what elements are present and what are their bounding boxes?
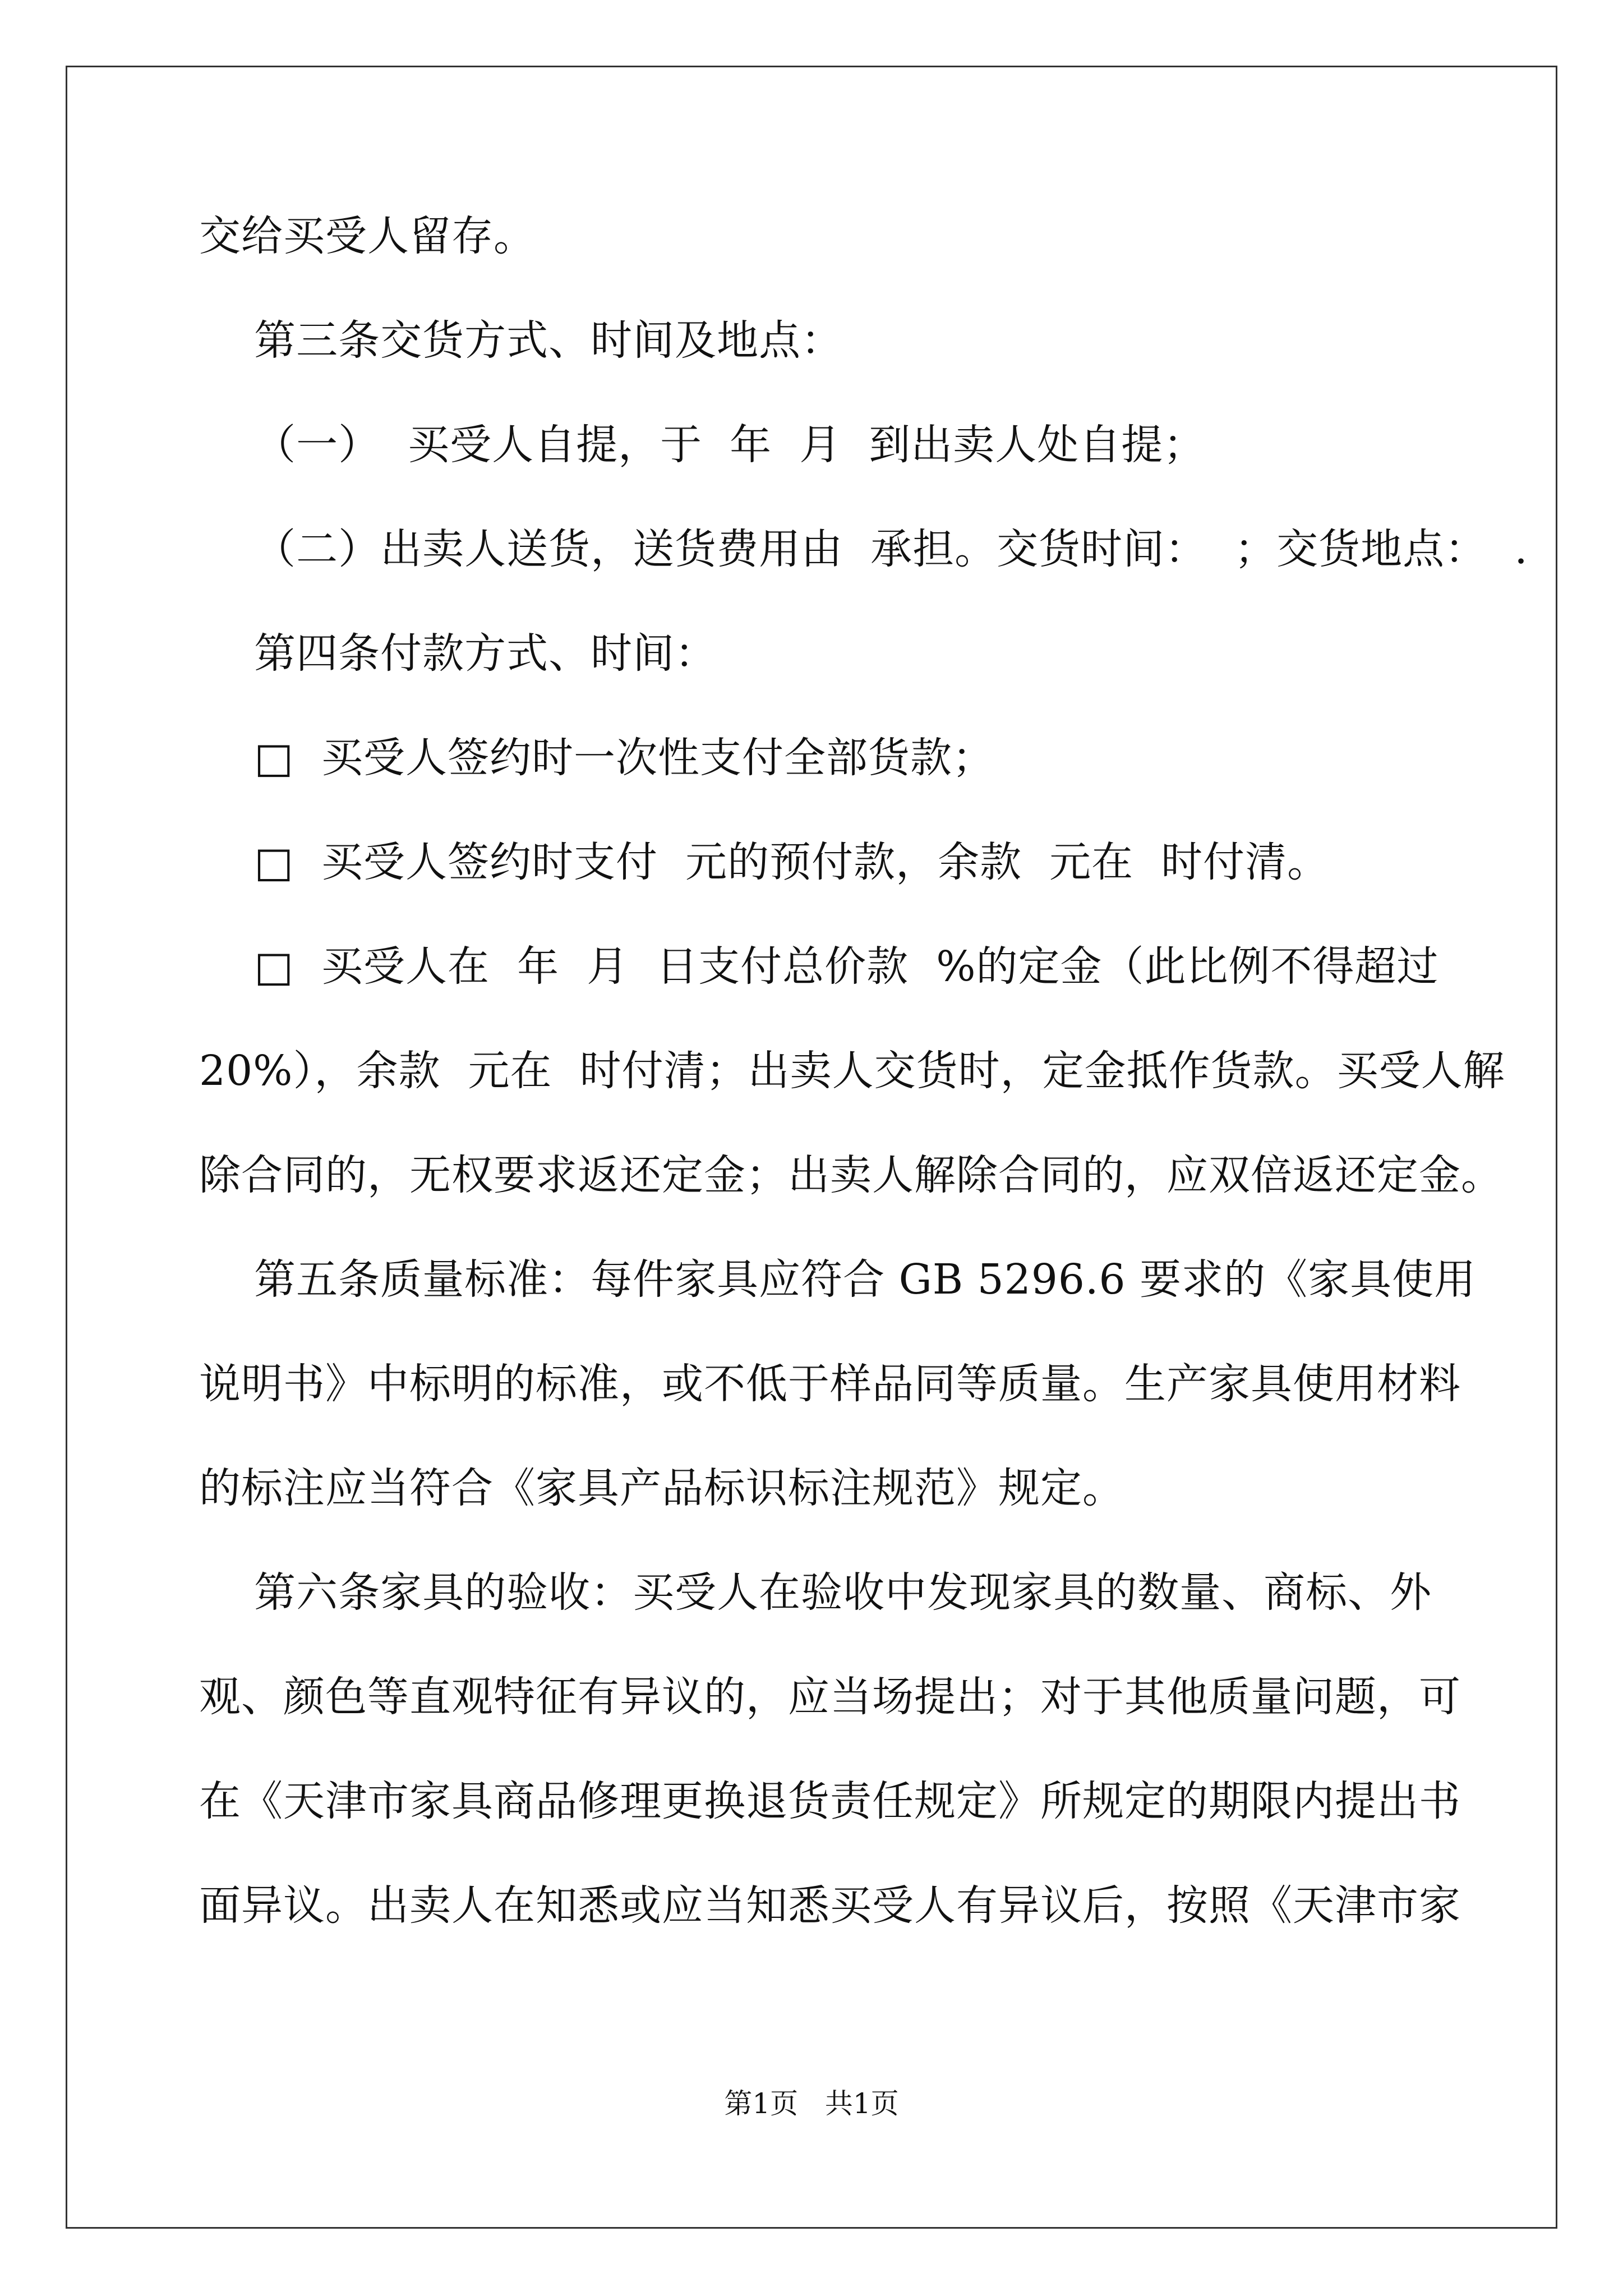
text-line: 第六条家具的验收：买受人在验收中发现家具的数量、商标、外 bbox=[199, 1568, 1432, 1617]
text-line: □ 买受人签约时一次性支付全部货款； bbox=[199, 734, 995, 782]
page-footer: 第1页 共1页 bbox=[724, 2087, 899, 2120]
text-line: 在《天津市家具商品修理更换退货责任规定》所规定的期限内提出书 bbox=[199, 1777, 1461, 1825]
text-line: 观、颜色等直观特征有异议的，应当场提出；对于其他质量问题，可 bbox=[199, 1673, 1461, 1721]
text-line: 第五条质量标准：每件家具应符合 GB 5296.6 要求的《家具使用 bbox=[199, 1255, 1477, 1304]
text-line: 除合同的，无权要求返还定金；出卖人解除合同的，应双倍返还定金。 bbox=[199, 1151, 1503, 1199]
text-line: 面异议。出卖人在知悉或应当知悉买受人有异议后，按照《天津市家 bbox=[199, 1881, 1461, 1930]
text-line: 第三条交货方式、时间及地点： bbox=[199, 316, 843, 365]
text-line: 的标注应当符合《家具产品标识标注规范》规定。 bbox=[199, 1464, 1124, 1512]
text-line: □ 买受人签约时支付 元的预付款，余款 元在 时付清。 bbox=[199, 838, 1330, 886]
text-line: 交给买受人留存。 bbox=[199, 212, 536, 260]
text-line: 20%），余款 元在 时付清；出卖人交货时，定金抵作货款。买受人解 bbox=[199, 1047, 1505, 1095]
text-line: 第四条付款方式、时间： bbox=[199, 629, 717, 678]
text-line: □ 买受人在 年 月 日支付总价款 %的定金（此比例不得超过 bbox=[199, 942, 1439, 991]
text-line: 说明书》中标明的标准，或不低于样品同等质量。生产家具使用材料 bbox=[199, 1360, 1461, 1408]
text-line: （二）出卖人送货，送货费用由 承担。交货时间： ；交货地点： . bbox=[199, 525, 1528, 573]
text-line: （一） 买受人自提，于 年 月 到出卖人处自提； bbox=[199, 421, 1206, 469]
